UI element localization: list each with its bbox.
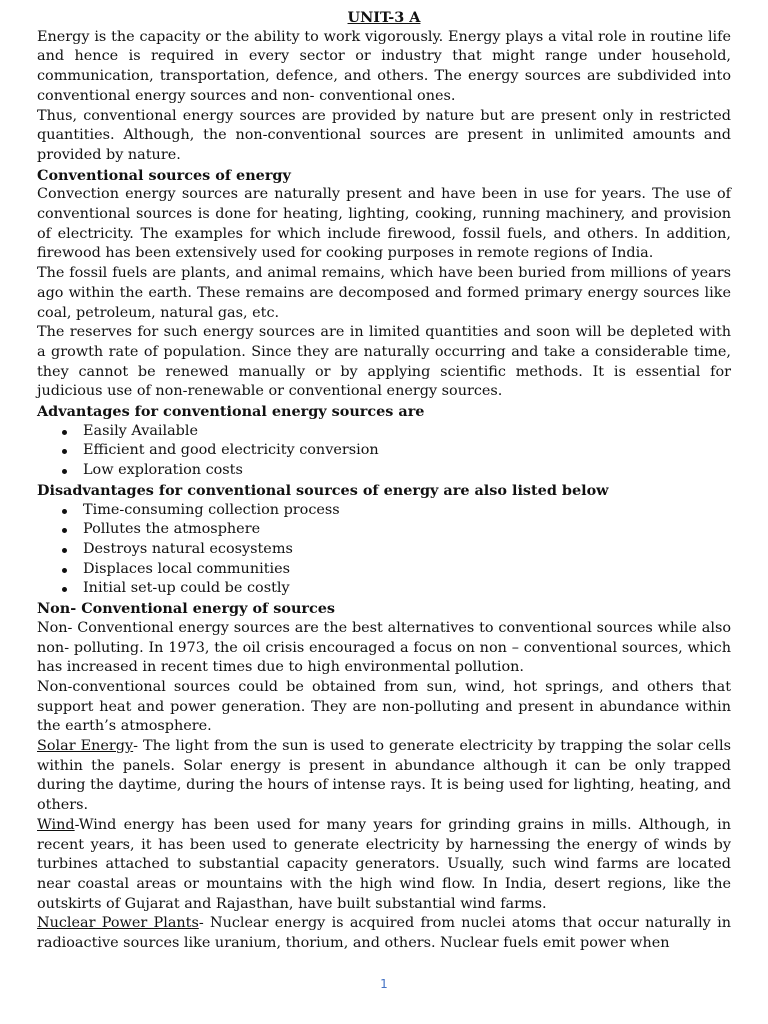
wind-paragraph — [37, 816, 731, 915]
solar-text-2: Solar energy is present in abundance although it can be only trapped during the daytime, during the hours of intense rays. It is being used for lighting, heating, and others. — [37, 757, 731, 814]
page-title: UNIT-3 A — [347, 9, 421, 26]
list-item: Displaces local communities — [83, 560, 731, 580]
wind-text: -Wind energy has been used for many years for grinding grains in mills. Although, in recent years, it has been used to generate electricity by harnessing the energy of winds by turbines attached to substantial capacity generators. Usually, such wind farms are located near coastal areas or mountains with the high wind flow. In India, desert regions, like the outskirts of Gujarat and Rajasthan, have built substantial wind farms. — [37, 816, 731, 912]
nuclear-paragraph — [37, 914, 731, 953]
list-item: Pollutes the atmosphere — [83, 520, 731, 540]
intro-paragraph-2: Thus, conventional energy sources are provided by nature but are present only in restricted quantities. Although, the non-conventional sources are present in unlimited amounts and provided by nature. — [37, 107, 731, 163]
conventional-heading: Conventional sources of energy — [37, 166, 291, 184]
list-item: Efficient and good electricity conversion — [83, 441, 731, 461]
conventional-paragraph-3: The reserves for such energy sources are in limited quantities and soon will be depleted with a growth rate of population. Since they are naturally occurring and take a considerable time, they cannot be renewed manually or by applying scientific methods. It is essential for judicious use of non-renewable or conventional energy sources. — [37, 324, 731, 400]
nuclear-term: Nuclear Power Plants — [37, 915, 199, 932]
list-item: Easily Available — [83, 422, 731, 442]
nonconventional-paragraph-2: Non-conventional sources could be obtained from sun, wind, hot springs, and others that support heat and power generation. They are non-polluting and present in abundance within the earth’s atmosphere. — [37, 678, 731, 735]
list-item: Time-consuming collection process — [83, 501, 731, 521]
list-item: Low exploration costs — [83, 461, 731, 481]
conventional-paragraph-2: The fossil fuels are plants, and animal remains, which have been buried from millions of years ago within the earth. These remains are decomposed and formed primary energy sources like coal, petroleum, natural gas, etc. — [37, 265, 731, 321]
nonconventional-paragraph-1: Non- Conventional energy sources are the best alternatives to conventional sources while also non- polluting. In 1973, the oil crisis encouraged a focus on non – conventional sources, which has increased in recent times due to high environmental pollution. — [37, 619, 731, 676]
list-item: Initial set-up could be costly — [83, 579, 731, 599]
solar-term: Solar Energy — [37, 738, 134, 755]
advantages-heading: Advantages for conventional energy sources are — [37, 403, 425, 421]
wind-term: Wind — [37, 816, 75, 833]
solar-text: - The light from the sun is used to generate electricity by trapping the solar cells within the panels. — [37, 738, 732, 774]
disadvantages-list — [37, 501, 731, 600]
list-item: Destroys natural ecosystems — [83, 540, 731, 560]
nonconventional-heading: Non- Conventional energy of sources — [37, 600, 336, 618]
nuclear-text: - Nuclear energy is acquired from nuclei atoms that occur naturally in radioactive sources like uranium, thorium, and others. Nuclear fuels emit power when — [37, 915, 731, 952]
disadvantages-heading: Disadvantages for conventional sources of energy are also listed below — [37, 481, 609, 499]
page-number: 1 — [380, 977, 388, 991]
intro-paragraph-1: Energy is the capacity or the ability to work vigorously. Energy plays a vital role in routine life and hence is required in every sector or industry that might range under household, communication, transportation, defence, and others. The energy sources are subdivided into conventional energy sources and non- conventional ones. — [37, 28, 731, 104]
conventional-paragraph-1: Convection energy sources are naturally present and have been in use for years. The use of conventional sources is done for heating, lighting, cooking, running machinery, and provision of electricity. The examples for which include firewood, fossil fuels, and others. In addition, firewood has been extensively used for cooking purposes in remote regions of India. — [37, 186, 731, 262]
solar-paragraph — [37, 737, 731, 816]
advantages-list — [37, 422, 731, 481]
